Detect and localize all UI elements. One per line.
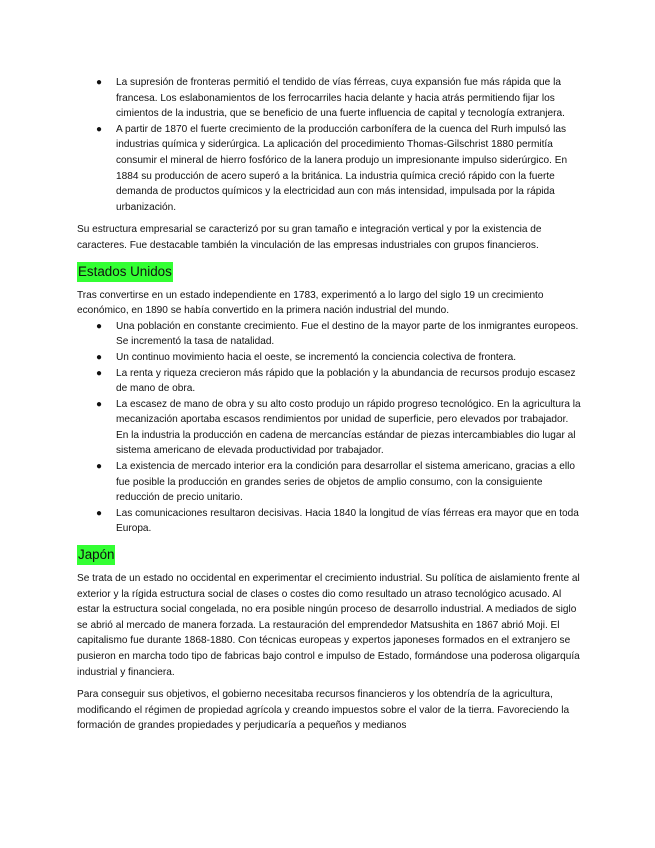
japan-paragraph-1: Se trata de un estado no occidental en experimentar el crecimiento industrial. Su política de aislamiento frente al exterior y la rígida estructura social de clases o costes dio como resultado un atraso tecnológico acusado. Al estar la estructura social congelada, no era posible ningún proceso de desarrollo industrial. A mediados de siglo se abrió al mercado de manera forzada. La restauración del emprendedor Matsushita en 1867 abrió Moji. El capitalismo fue durante 1868-1880. Con técnicas europeas y expertos japoneses formados en el extranjero se pusieron en marcha todo tipo de fabricas bajo control e impulso de Estado, formándose una poderosa oligarquía industrial y financiera. [77,573,580,678]
list-item [77,397,581,459]
japan-heading: Japón [77,545,115,565]
bullet-icon: ● [96,461,103,473]
usa-heading: Estados Unidos [77,262,173,282]
list-item-text: La supresión de fronteras permitió el tendido de vías férreas, cuya expansión fue más rápida que la francesa. Los eslabonamientos de los ferrocarriles hacia delante y hacia atrás permitiendo fijar los cimientos de la industria, que se beneficio de una fuerte influencia de capital y tecnología extranjera. [116,77,565,120]
list-item [77,506,581,537]
bullet-icon: ● [96,507,103,519]
list-item-text: Una población en constante crecimiento. Fue el destino de la mayor parte de los inmigrantes europeos. Se incrementó la tasa de natalidad. [116,320,579,348]
top-bullet-list [77,75,581,215]
bullet-icon: ● [96,351,103,363]
business-structure-paragraph: Su estructura empresarial se caracterizó por su gran tamaño e integración vertical y por la existencia de caracteres. Fue destacable también la vinculación de las empresas industriales con grupos financieros. [77,224,542,251]
list-item-text: Las comunicaciones resultaron decisivas. Hacia 1840 la longitud de vías férreas era mayor que en toda Europa. [116,507,579,535]
usa-bullet-list [77,319,581,537]
list-item [77,350,581,366]
bullet-icon: ● [96,77,103,88]
japan-heading-wrap [77,545,581,565]
list-item-text: La existencia de mercado interior era la condición para desarrollar el sistema americano, gracias a ello fue posible la producción en grandes series de objetos de amplio consumo, con la consiguiente reducción de precio unitario. [116,461,575,504]
bullet-icon: ● [96,398,103,410]
list-item [77,459,581,506]
list-item-text: Un continuo movimiento hacia el oeste, se incrementó la conciencia colectiva de frontera. [116,351,517,363]
bullet-icon: ● [96,320,103,332]
list-item [77,319,581,350]
list-item [77,75,581,122]
list-item-text: La renta y riqueza crecieron más rápido que la población y la abundancia de recursos produjo escasez de mano de obra. [116,367,576,395]
usa-heading-wrap [77,262,581,282]
list-item [77,366,581,397]
usa-intro-paragraph: Tras convertirse en un estado independiente en 1783, experimentó a lo largo del siglo 19 un crecimiento económico, en 1890 se había convertido en la primera nación industrial del mundo. [77,289,544,317]
japan-paragraph-2: Para conseguir sus objetivos, el gobierno necesitaba recursos financieros y los obtendría de la agricultura, modificando el régimen de propiedad agrícola y creando impuestos sobre el valor de la tierra. Favoreciendo la formación de grandes propiedades y perjudicaría a pequeños y medianos [77,689,570,732]
list-item-text: A partir de 1870 el fuerte crecimiento de la producción carbonífera de la cuenca del Rurh impulsó las industrias química y siderúrgica. La aplicación del procedimiento Thomas-Gilschrist 1880 permitía consumir el mineral de hierro fosfórico de la lanera produjo un impresionante impulso siderúrgico. En 1884 su producción de acero superó a la británica. La industria química creció rápido con la fuerte demanda de productos químicos y la electricidad aun con más intensidad, impulsada por la rápida urbanización. [116,123,568,213]
list-item [77,122,581,216]
bullet-icon: ● [96,123,103,135]
list-item-text: La escasez de mano de obra y su alto costo produjo un rápido progreso tecnológico. En la agricultura la mecanización aportaba escasos rendimientos por unidad de superficie, pero elevados por trabajador. En la industria la producción en cadena de mercancías estándar de piezas intercambiables dio lugar al sistema americano de elevada productividad por trabajador. [116,398,581,457]
bullet-icon: ● [96,367,103,379]
